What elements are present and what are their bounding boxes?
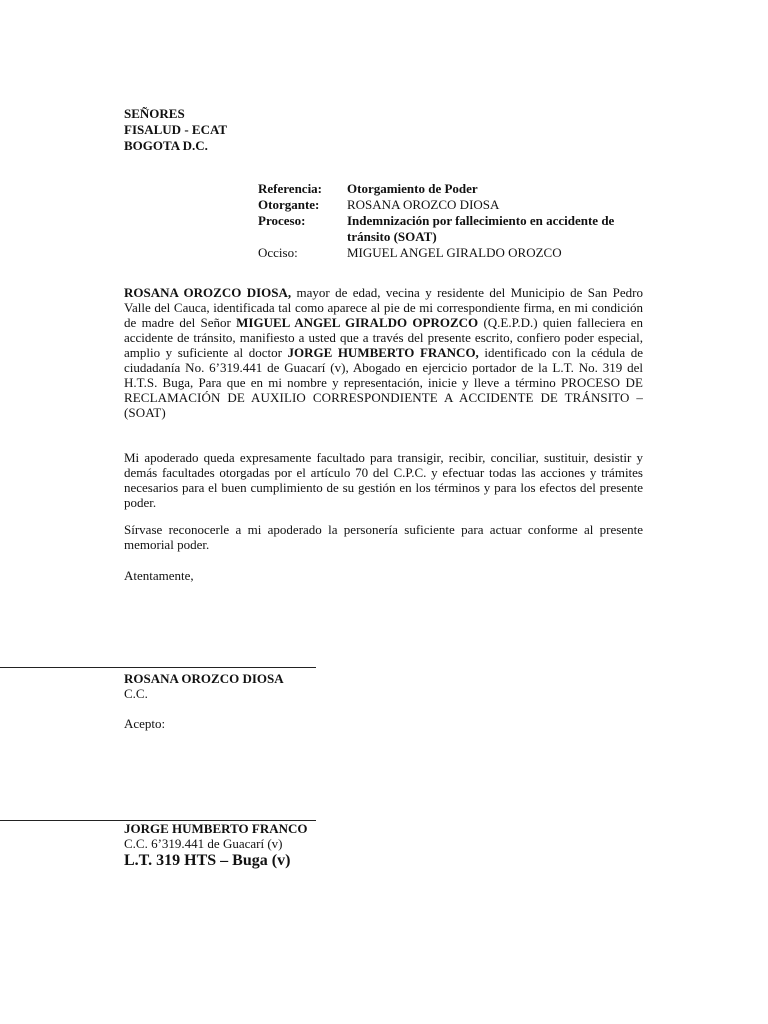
body-paragraph-1 <box>124 285 643 420</box>
reference-label: Referencia: <box>258 181 323 196</box>
process-value: Indemnización por fallecimiento en accidente de tránsito (SOAT) <box>347 213 615 244</box>
deceased-name: MIGUEL ANGEL GIRALDO OPROZCO <box>236 315 479 330</box>
acceptance-label: Acepto: <box>124 716 166 731</box>
attorney-signature-block <box>124 821 307 871</box>
body-paragraph-3: Sírvase reconocerle a mi apoderado la personería suficiente para actuar conforme al presente memorial poder. <box>124 522 643 552</box>
paragraph-text: (Q.E.P.D.) quien falleciera en accidente de tránsito, manifiesto a usted que a través del presente escrito, confiero poder especial, amplio y suficiente al doctor <box>124 315 643 360</box>
deceased-row <box>258 245 647 261</box>
grantor-row <box>258 197 647 213</box>
paragraph-text: identificado con la cédula de ciudadanía No. 6’319.441 de Guacarí (v), Abogado en ejercicio portador de la L.T. No. 319 del H.T.S. Buga, Para que en mi nombre y representación, inicie y lleve a término <box>124 345 643 390</box>
grantor-signature-name: ROSANA OROZCO DIOSA <box>124 671 284 686</box>
grantor-label: Otorgante: <box>258 197 320 212</box>
process-row <box>258 213 647 245</box>
signature-line-grantor <box>0 667 316 668</box>
reference-row <box>258 181 647 197</box>
attorney-signature-id: C.C. 6’319.441 de Guacarí (v) <box>124 836 283 851</box>
addressee-block <box>124 106 227 154</box>
paragraph-text: mayor de edad, vecina y residente del Municipio de San Pedro Valle del Cauca, identificada tal como aparece al pie de mi correspondiente firma, en mi condición de madre del Señor <box>124 285 643 330</box>
attorney-signature-name: JORGE HUMBERTO FRANCO <box>124 821 308 836</box>
addressee-line-1: SEÑORES <box>124 106 185 121</box>
attorney-name: JORGE HUMBERTO FRANCO, <box>287 345 479 360</box>
addressee-line-3: BOGOTA D.C. <box>124 138 208 153</box>
grantor-signature-block <box>124 671 284 701</box>
grantor-value: ROSANA OROZCO DIOSA <box>347 197 500 212</box>
process-description: PROCESO DE RECLAMACIÓN DE AUXILIO CORRESPONDIENTE A ACCIDENTE DE TRÁNSITO – (SOAT) <box>124 375 643 420</box>
deceased-value: MIGUEL ANGEL GIRALDO OROZCO <box>347 245 562 260</box>
grantor-name: ROSANA OROZCO DIOSA, <box>124 285 292 300</box>
deceased-label: Occiso: <box>258 245 298 260</box>
body-paragraph-2: Mi apoderado queda expresamente facultado para transigir, recibir, conciliar, sustituir, desistir y demás facultades otorgadas por el artículo 70 del C.P.C. y efectuar todas las acciones y trámites necesarios para el buen cumplimiento de su gestión en los términos y para los efectos del presente poder. <box>124 450 643 510</box>
reference-block <box>258 181 647 261</box>
closing-salutation: Atentamente, <box>124 568 194 583</box>
attorney-license: L.T. 319 HTS – Buga (v) <box>124 852 291 869</box>
addressee-line-2: FISALUD - ECAT <box>124 122 228 137</box>
reference-value: Otorgamiento de Poder <box>347 181 478 196</box>
process-label: Proceso: <box>258 213 306 228</box>
grantor-signature-id: C.C. <box>124 686 148 701</box>
